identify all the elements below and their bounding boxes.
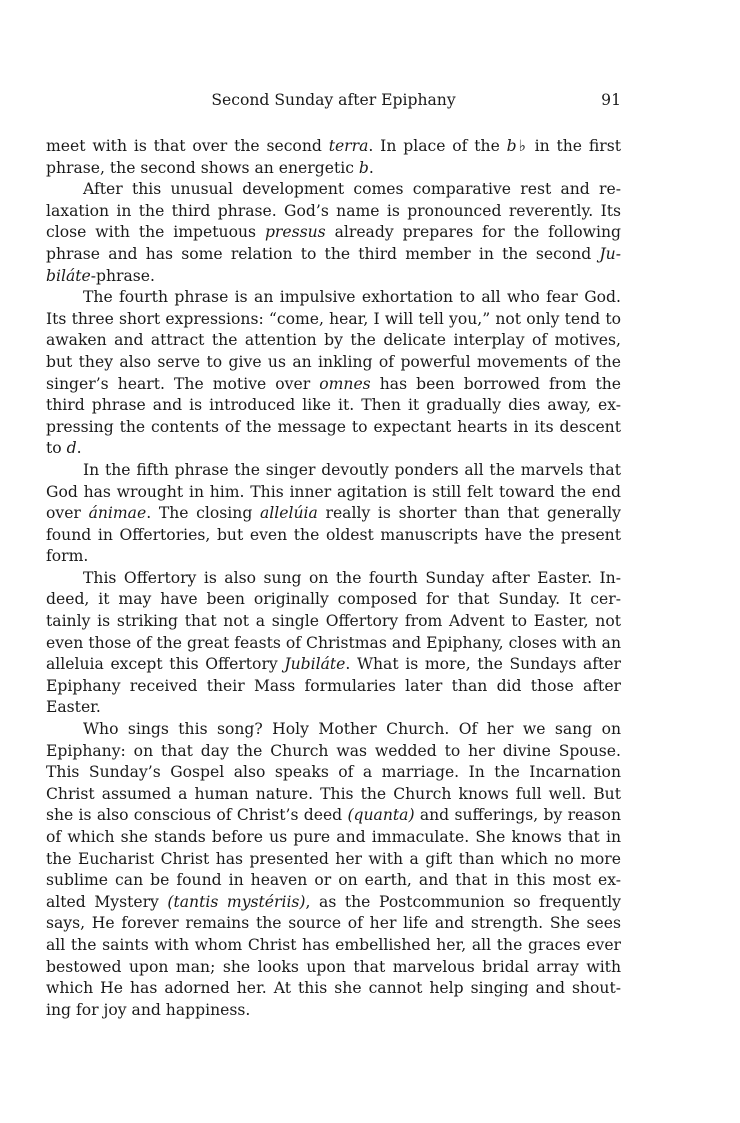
italic-term: terra <box>328 137 369 155</box>
paragraph-6 <box>46 719 621 1021</box>
italic-term: Jubiláte <box>284 655 346 674</box>
text-run: After this unusual development comes comparative rest and re-laxation in the third phrase. God’s name is pronounced reverently. Its close with the impetuous <box>46 180 621 242</box>
italic-term: Ju-biláte <box>46 244 621 285</box>
italic-term: b♭ <box>506 137 528 155</box>
page-number: 91 <box>601 91 621 109</box>
italic-term: (tantis mystériis) <box>167 892 306 911</box>
text-run: has been borrowed from the third phrase and is introduced like it. Then it gradually dies away, ex-pressing the contents of the message to expectant hearts in its descent to <box>46 374 621 458</box>
italic-term: allelúia <box>259 504 318 523</box>
text-run: Who sings this song? Holy Mother Church. Of her we sang on Epiphany: on that day the Church was wedded to her divine Spouse. This Sunday’s Gospel also speaks of a marriage. In the Incarnation Christ assumed a human nature. This the Church knows full well. But she is also conscious of Christ’s deed <box>46 720 621 825</box>
text-run: really is shorter than that generally found in Offertories, but even the oldest manuscripts have the present form. <box>46 504 621 566</box>
paragraph-1 <box>46 136 621 179</box>
text-run: already prepares for the following phrase and has some relation to the third member in the second <box>46 223 622 263</box>
running-head: Second Sunday after Epiphany <box>211 91 456 109</box>
text-run: in the first phrase, the second shows an energetic <box>46 137 621 177</box>
text-run: , as the Postcommunion so frequently says, He forever remains the source of her life and strength. She sees all the saints with whom Christ has embellished her, all the graces ever bestowed upon man; she looks upon that marvelous bridal array with which He has adorned her. At this she cannot help singing and shout-ing for joy and happiness. <box>46 892 621 1019</box>
italic-term: ánimae <box>88 504 147 523</box>
text-run: . <box>76 439 82 458</box>
text-run: The fourth phrase is an impulsive exhortation to all who fear God. Its three short expressions: “come, hear, I will tell you,” not only tend to awaken and attract the attention by the delicate interplay of motives, but they also serve to give us an inkling of powerful movements of the singer’s heart. The motive over <box>46 288 621 393</box>
paragraph-4 <box>46 460 621 568</box>
book-page <box>46 90 621 1021</box>
text-run: . What is more, the Sundays after Epiphany received their Mass formularies later than did those after Easter. <box>46 655 621 717</box>
italic-term: omnes <box>319 374 371 393</box>
paragraph-5 <box>46 568 621 719</box>
body-text <box>46 136 621 1021</box>
text-run: and sufferings, by reason of which she stands before us pure and immaculate. She knows that in the Eucharist Christ has presented her with a gift than which no more sublime can be found in heaven or on earth, and that in this most ex-alted Mystery <box>46 806 621 911</box>
text-run: -phrase. <box>90 266 155 285</box>
italic-term: b <box>358 158 369 177</box>
text-run: In the fifth phrase the singer devoutly ponders all the marvels that God has wrought in him. This inner agitation is still felt toward the end over <box>46 460 621 523</box>
italic-term: (quanta) <box>347 806 415 825</box>
page-header <box>46 90 621 116</box>
text-run: This Offertory is also sung on the fourth Sunday after Easter. In-deed, it may have been originally composed for that Sunday. It cer-tainly is striking that not a single Offertory from Advent to Easter, not even those of the great feasts of Christmas and Epiphany, closes with an alleluia except this Offertory <box>46 568 621 674</box>
text-run: meet with is that over the second <box>46 137 329 155</box>
paragraph-2 <box>46 179 621 287</box>
paragraph-3 <box>46 287 621 460</box>
italic-term: pressus <box>264 223 326 242</box>
text-run: . In place of the <box>368 137 507 155</box>
text-run: . The closing <box>146 504 260 523</box>
italic-term: d <box>66 439 77 458</box>
text-run: . <box>368 158 374 177</box>
